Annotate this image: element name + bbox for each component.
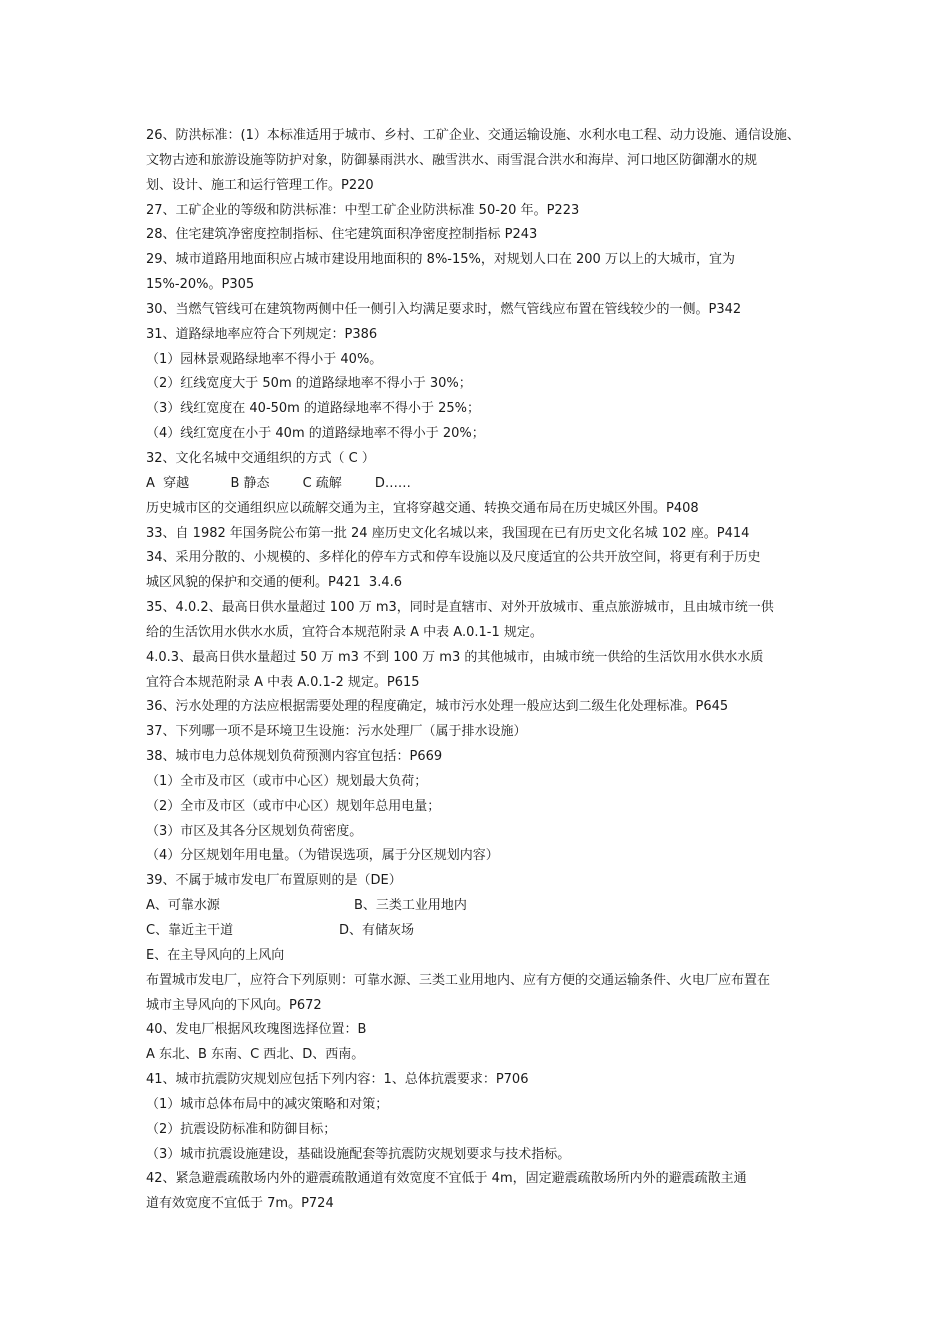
text-line: 城市主导风向的下风向。P672 [146, 997, 322, 1013]
text-line: （2）红线宽度大于 50m 的道路绿地率不得小于 30%； [146, 376, 472, 392]
text-line: （1）城市总体布局中的减灾策略和对策； [146, 1096, 389, 1112]
text-line: 4.0.3、最高日供水量超过 50 万 m3 不到 100 万 m3 的其他城市，由城市统一供给的生活饮用水供水水质 [146, 649, 764, 665]
option-row [146, 919, 811, 944]
text-line: 文物古迹和旅游设施等防护对象，防御暴雨洪水、融雪洪水、雨雪混合洪水和海岸、河口地区防御潮水的规 [146, 152, 758, 168]
option-a: A、可靠水源 [146, 898, 220, 914]
text-line: 29、城市道路用地面积应占城市建设用地面积的 8%-15%，对规划人口在 200 万以上的大城市，宜为 [146, 252, 735, 268]
text-line: 33、自 1982 年国务院公布第一批 24 座历史文化名城以来，我国现在已有历史文化名城 102 座。P414 [146, 525, 750, 541]
text-line: A 东北、B 东南、C 西北、D、西南。 [146, 1047, 365, 1063]
text-line: 32、文化名城中交通组织的方式（ C ） [146, 450, 375, 466]
text-line: 划、设计、施工和运行管理工作。P220 [146, 177, 374, 193]
text-line: （2）抗震设防标准和防御目标； [146, 1121, 337, 1137]
text-line: 36、污水处理的方法应根据需要处理的程度确定，城市污水处理一般应达到二级生化处理标准。P645 [146, 699, 729, 715]
text-line: （1）全市及市区（或市中心区）规划最大负荷； [146, 773, 428, 789]
text-line: 26、防洪标准：(1）本标准适用于城市、乡村、工矿企业、交通运输设施、水利水电工程、动力设施、通信设施、 [146, 128, 800, 143]
text-line: （3）城市抗震设施建设，基础设施配套等抗震防灾规划要求与技术指标。 [146, 1146, 571, 1162]
text-line: 宜符合本规范附录 A 中表 A.0.1-2 规定。P615 [146, 674, 420, 690]
option-d: D、有储灰场 [339, 923, 415, 938]
text-line: 35、4.0.2、最高日供水量超过 100 万 m3，同时是直辖市、对外开放城市、重点旅游城市，且由城市统一供 [146, 600, 774, 616]
option-row [146, 894, 811, 919]
text-line: （4）线红宽度在小于 40m 的道路绿地率不得小于 20%； [146, 426, 485, 442]
text-line: 27、工矿企业的等级和防洪标准：中型工矿企业防洪标准 50-20 年。P223 [146, 202, 580, 218]
document-page [146, 124, 811, 1217]
text-line: （3）线红宽度在 40-50m 的道路绿地率不得小于 25%； [146, 401, 481, 417]
text-line: （2）全市及市区（或市中心区）规划年总用电量； [146, 798, 441, 814]
text-line: A 穿越 B 静态 C 疏解 D…… [146, 475, 411, 491]
text-line: （1）园林景观路绿地率不得小于 40%。 [146, 351, 383, 367]
text-line: 布置城市发电厂，应符合下列原则：可靠水源、三类工业用地内、应有方便的交通运输条件、火电厂应布置在 [146, 972, 771, 988]
option-c: C、靠近主干道 [146, 923, 234, 938]
text-line: 34、采用分散的、小规模的、多样化的停车方式和停车设施以及尺度适宜的公共开放空间，将更有利于历史 [146, 550, 761, 566]
text-line: 给的生活饮用水供水水质，宜符合本规范附录 A 中表 A.0.1-1 规定。 [146, 624, 543, 640]
text-line: 42、紧急避震疏散场内外的避震疏散通道有效宽度不宜低于 4m，固定避震疏散场所内外的避震疏散主通 [146, 1171, 747, 1187]
option-b: B、三类工业用地内 [354, 898, 467, 914]
text-line: （4）分区规划年用电量。（为错误选项，属于分区规划内容） [146, 848, 499, 864]
text-line: 30、当燃气管线可在建筑物两侧中任一侧引入均满足要求时，燃气管线应布置在管线较少的一侧。P342 [146, 301, 742, 317]
text-line: 39、不属于城市发电厂布置原则的是（DE） [146, 873, 402, 889]
text-line: 道有效宽度不宜低于 7m。P724 [146, 1196, 334, 1212]
text-line: 15%-20%。P305 [146, 277, 255, 293]
text-line: （3）市区及其各分区规划负荷密度。 [146, 823, 363, 839]
text-line: 历史城市区的交通组织应以疏解交通为主，宜将穿越交通、转换交通布局在历史城区外围。P408 [146, 500, 699, 516]
text-line: 31、道路绿地率应符合下列规定：P386 [146, 326, 378, 342]
option-e: E、在主导风向的上风向 [146, 947, 285, 963]
text-line: 28、住宅建筑净密度控制指标、住宅建筑面积净密度控制指标 P243 [146, 227, 538, 243]
text-line: 40、发电厂根据风玫瑰图选择位置：B [146, 1022, 367, 1038]
text-line: 38、城市电力总体规划负荷预测内容宜包括：P669 [146, 749, 443, 765]
text-line: 41、城市抗震防灾规划应包括下列内容：1、总体抗震要求：P706 [146, 1072, 529, 1088]
text-line: 37、下列哪一项不是环境卫生设施：污水处理厂（属于排水设施） [146, 724, 527, 740]
text-line: 城区风貌的保护和交通的便利。P421 3.4.6 [146, 575, 402, 591]
